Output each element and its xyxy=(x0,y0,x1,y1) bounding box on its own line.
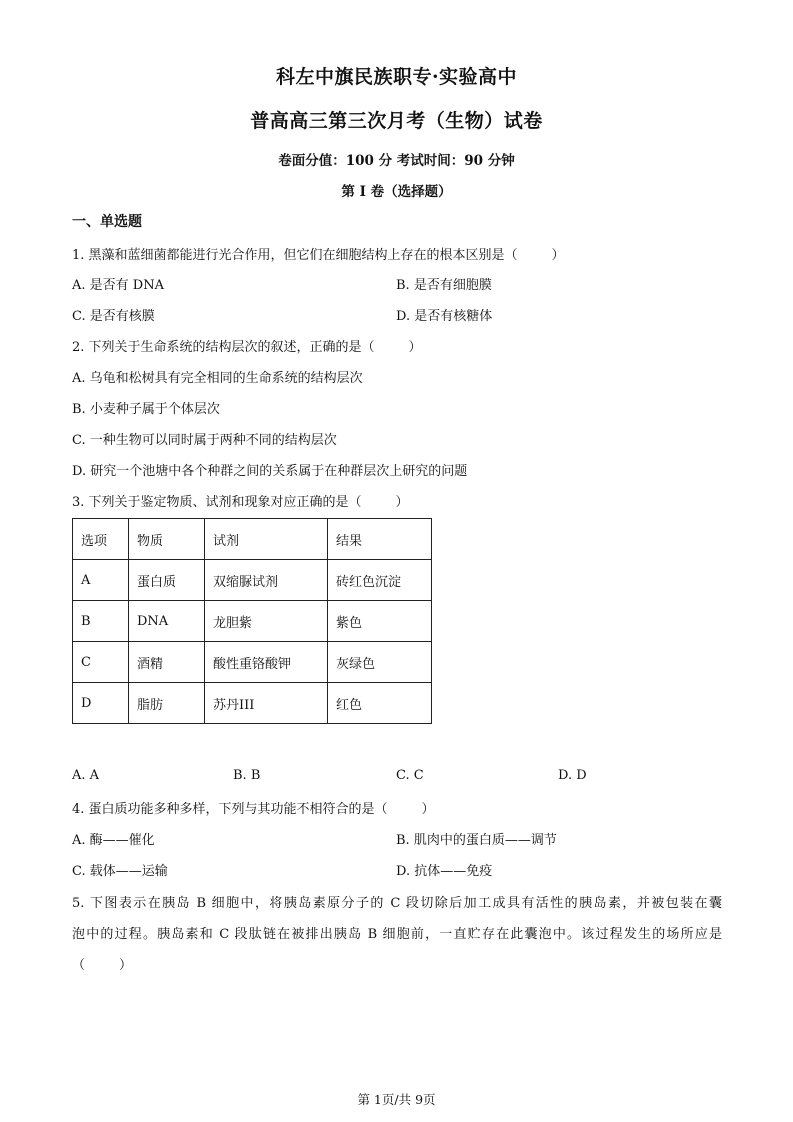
table-cell: 龙胆紫 xyxy=(205,601,328,642)
question-5-paren-open: （ xyxy=(72,958,86,973)
question-1-paren-close: ） xyxy=(551,248,565,263)
question-3-option-c: C. C xyxy=(396,768,424,783)
table-cell: 双缩脲试剂 xyxy=(205,560,328,601)
question-3-option-b: B. B xyxy=(233,768,261,783)
question-2-option-c: C. 一种生物可以同时属于两种不同的结构层次 xyxy=(72,433,337,448)
question-3-paren-close: ） xyxy=(395,495,409,510)
volume-title: 第 I 卷（选择题） xyxy=(341,184,452,200)
question-3-text: 3. 下列关于鉴定物质、试剂和现象对应正确的是（ xyxy=(72,495,362,510)
question-5-answer-paren xyxy=(72,954,132,973)
question-2-option-a: A. 乌龟和松树具有完全相同的生命系统的结构层次 xyxy=(72,371,363,386)
table-header-row xyxy=(73,519,432,560)
table-row xyxy=(73,683,432,724)
table-cell: B xyxy=(73,601,129,642)
table-header-cell: 物质 xyxy=(129,519,205,560)
table-cell: 砖红色沉淀 xyxy=(328,560,432,601)
table-cell: 脂肪 xyxy=(129,683,205,724)
exam-info: 卷面分值：100 分 考试时间：90 分钟 xyxy=(278,153,515,169)
exam-title: 普高高三第三次月考（生物）试卷 xyxy=(250,110,543,132)
question-3-table xyxy=(72,518,432,724)
section-title: 一、单选题 xyxy=(72,214,142,230)
table-header-cell: 试剂 xyxy=(205,519,328,560)
page-number: 第 1页/共 9页 xyxy=(357,1092,436,1107)
table-row xyxy=(73,642,432,683)
question-1-option-d: D. 是否有核糖体 xyxy=(396,309,493,324)
table-cell: 酒精 xyxy=(129,642,205,683)
table-cell: D xyxy=(73,683,129,724)
table-cell: 酸性重铬酸钾 xyxy=(205,642,328,683)
table-row xyxy=(73,601,432,642)
table-cell: 苏丹III xyxy=(205,683,328,724)
table-cell: 紫色 xyxy=(328,601,432,642)
school-title: 科左中旗民族职专·实验高中 xyxy=(275,66,518,88)
question-2-option-b: B. 小麦种子属于个体层次 xyxy=(72,402,220,417)
table-cell: 红色 xyxy=(328,683,432,724)
table-cell: DNA xyxy=(129,601,205,642)
question-3-stem xyxy=(72,491,409,510)
question-1-option-c: C. 是否有核膜 xyxy=(72,309,155,324)
question-2-option-d: D. 研究一个池塘中各个种群之间的关系属于在种群层次上研究的问题 xyxy=(72,464,468,479)
question-5-paren-close: ） xyxy=(119,958,133,973)
question-4-option-a: A. 酶——催化 xyxy=(72,833,155,848)
question-2-paren-close: ） xyxy=(408,340,422,355)
question-1-option-b: B. 是否有细胞膜 xyxy=(396,278,492,293)
table-header-cell: 结果 xyxy=(328,519,432,560)
table-row xyxy=(73,560,432,601)
question-2-stem xyxy=(72,336,422,355)
table-cell: 蛋白质 xyxy=(129,560,205,601)
question-4-option-d: D. 抗体——免疫 xyxy=(396,864,493,879)
question-5-line-2: 泡中的过程。胰岛素和 C 段肽链在被排出胰岛 B 细胞前，一直贮存在此囊泡中。该过程发生的场所应是 xyxy=(72,927,722,942)
question-4-stem xyxy=(72,798,435,817)
table-cell: 灰绿色 xyxy=(328,642,432,683)
table-cell: C xyxy=(73,642,129,683)
question-5-line-1: 5. 下图表示在胰岛 B 细胞中，将胰岛素原分子的 C 段切除后加工成具有活性的胰岛素，并被包装在囊 xyxy=(72,896,722,911)
question-3-option-d: D. D xyxy=(558,768,587,783)
question-1-text: 1. 黑藻和蓝细菌都能进行光合作用，但它们在细胞结构上存在的根本区别是（ xyxy=(72,248,518,263)
question-4-option-b: B. 肌肉中的蛋白质——调节 xyxy=(396,833,557,848)
question-1-option-a: A. 是否有 DNA xyxy=(72,278,164,293)
table-header-cell: 选项 xyxy=(73,519,129,560)
question-1-stem xyxy=(72,244,565,263)
question-3-option-a: A. A xyxy=(72,768,100,783)
question-4-text: 4. 蛋白质功能多种多样，下列与其功能不相符合的是（ xyxy=(72,802,388,817)
table-cell: A xyxy=(73,560,129,601)
question-4-option-c: C. 载体——运输 xyxy=(72,864,168,879)
question-4-paren-close: ） xyxy=(421,802,435,817)
question-2-text: 2. 下列关于生命系统的结构层次的叙述，正确的是（ xyxy=(72,340,375,355)
